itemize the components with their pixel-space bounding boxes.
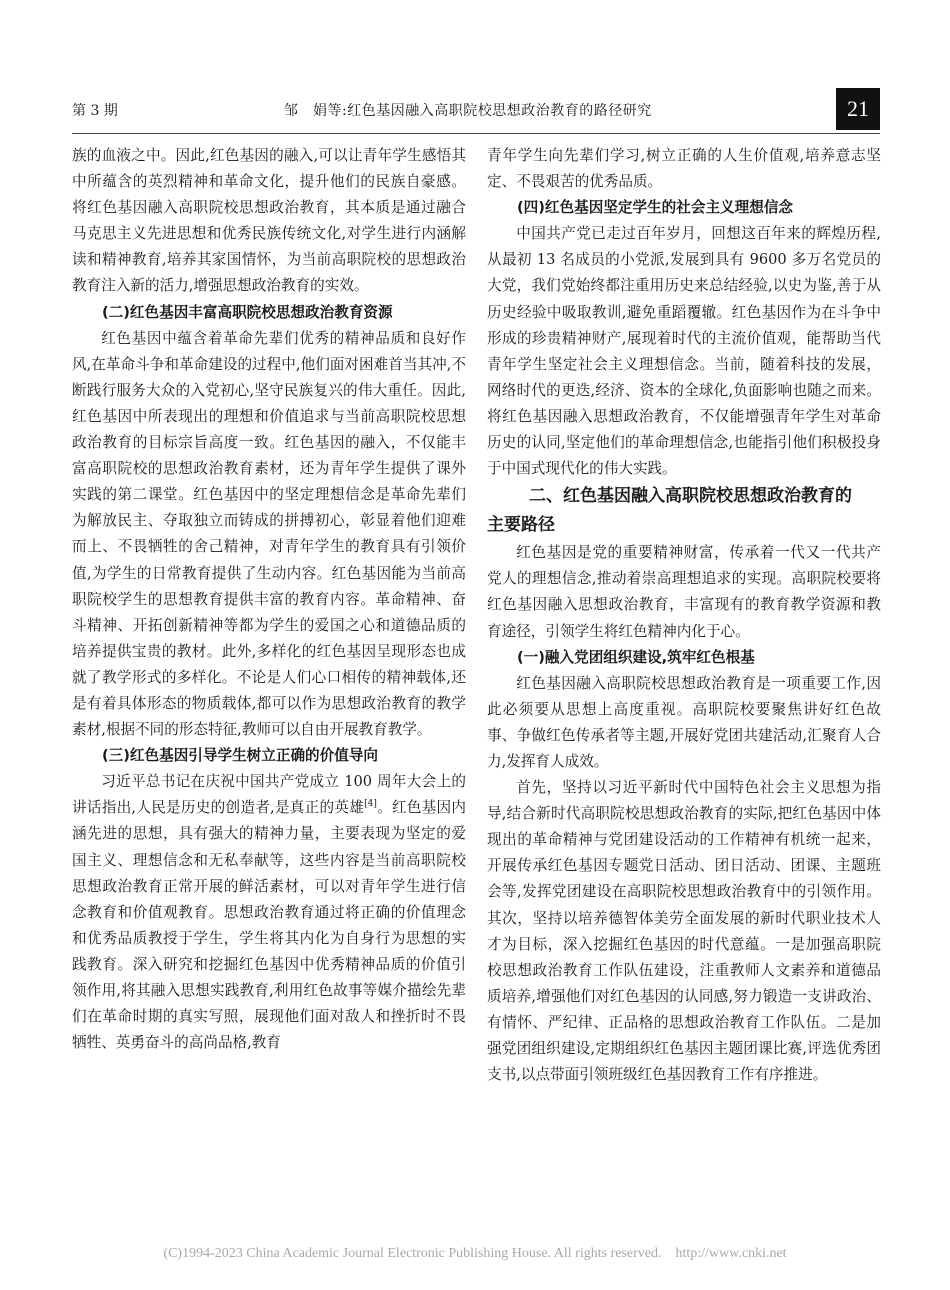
page-number: 21 — [836, 88, 880, 130]
paragraph: 红色基因是党的重要精神财富，传承着一代又一代共产党人的理想信念,推动着崇高理想追求的实现。高职院校要将红色基因融入思想政治教育，丰富现有的教育教学资源和教育途径，引领学生将红色精神内化于心。 — [487, 544, 881, 640]
paragraph: 中国共产党已走过百年岁月，回想这百年来的辉煌历程,从最初 13 名成员的小党派,发展到具有 9600 多万名党员的大党，我们党始终都注重用历史来总结经验,以史为鉴,善于从历史经验中吸取教训,避免重蹈覆辙。红色基因作为在斗争中形成的珍贵精神财产,展现着时代的主流价值观，能帮助当代青年学生坚定社会主义理想信念。当前，随着科技的发展，网络时代的更迭,经济、资本的全球化,负面影响也随之而来。将红色基因融入思想政治教育，不仅能增强青年学生对革命历史的认同,坚定他们的革命理想信念,也能指引他们积极投身于中国式现代化的伟大实践。 — [487, 225, 881, 478]
subsection-heading: (三)红色基因引导学生树立正确的价值导向 — [102, 747, 379, 765]
issue-number: 第 3 期 — [72, 103, 118, 119]
section-heading-line2: 主要路径 — [487, 515, 555, 536]
subsection-heading: (四)红色基因坚定学生的社会主义理想信念 — [517, 199, 794, 217]
paragraph: 首先，坚持以习近平新时代中国特色社会主义思想为指导,结合新时代高职院校思想政治教育的实际,把红色基因中体现出的革命精神与党团建设活动的工作精神有机统一起来，开展传承红色基因专题党日活动、团日活动、团课、主题班会等,发挥党团建设在高职院校思想政治教育中的引领作用。其次，坚持以培养德智体美劳全面发展的新时代职业技术人才为目标，深入挖掘红色基因的时代意蕴。一是加强高职院校思想政治教育工作队伍建设，注重教师人文素养和道德品质培养,增强他们对红色基因的认同感,努力锻造一支讲政治、有情怀、严纪律、正品格的思想政治教育工作队伍。二是加强党团组织建设,定期组织红色基因主题团课比赛,评选优秀团支书,以点带面引领班级红色基因教育工作有序推进。 — [487, 779, 881, 1084]
header-rule — [72, 133, 880, 134]
paragraph-text: 习近平总书记在庆祝中国共产党成立 100 周年大会上的讲话指出,人民是历史的创造者,是真正的英雄 — [72, 773, 466, 817]
paragraph: 青年学生向先辈们学习,树立正确的人生价值观,培养意志坚定、不畏艰苦的优秀品质。 — [487, 147, 881, 191]
subsection-heading: (一)融入党团组织建设,筑牢红色根基 — [517, 648, 755, 666]
section-heading-line1: 二、红色基因融入高职院校思想政治教育的 — [529, 486, 852, 507]
subsection-heading: (二)红色基因丰富高职院校思想政治教育资源 — [102, 303, 393, 321]
section-heading — [487, 482, 881, 540]
paragraph: 红色基因中蕴含着革命先辈们优秀的精神品质和良好作风,在革命斗争和革命建设的过程中,他们面对困难首当其冲,不断践行服务大众的入党初心,坚守民族复兴的伟大重任。因此,红色基因中所表现出的理想和价值追求与当前高职院校思想政治教育的目标宗旨高度一致。红色基因的融入，不仅能丰富高职院校的思想政治教育素材，还为青年学生提供了课外实践的第二课堂。红色基因中的坚定理想信念是革命先辈们为解放民主、夺取独立而铸成的拼搏初心，彰显着他们迎难而上、不畏牺牲的舍己精神，对青年学生的教育具有引领价值,为学生的日常教育提供了生动内容。红色基因能为当前高职院校学生的思想教育提供丰富的教育内容。革命精神、奋斗精神、开拓创新精神等都为学生的爱国之心和道德品质的培养提供宝贵的教材。此外,多样化的红色基因呈现形态也成就了教学形式的多样化。不论是人们心口相传的精神载体,还是有着具体形态的物质载体,都可以作为思想政治教育的教学素材,根据不同的形态特征,教师可以自由开展教育教学。 — [72, 329, 466, 739]
paragraph — [72, 769, 466, 1056]
paragraph-text: 。红色基因内涵先进的思想，具有强大的精神力量，主要表现为坚定的爱国主义、理想信念和无私奉献等，这些内容是当前高职院校思想政治教育正常开展的鲜活素材，可以对青年学生进行信念教育和价值观教育。思想政治教育通过将正确的价值理念和优秀品质教授于学生，学生将其内化为自身行为思想的实践教育。深入研究和挖掘红色基因中优秀精神品质的价值引领作用,将其融入思想实践教育,利用红色故事等媒介描绘先辈们在革命时期的真实写照，展现他们面对敌人和挫折时不畏牺牲、英勇奋斗的高尚品格,教育 — [72, 799, 466, 1052]
page-header — [72, 88, 880, 132]
running-title: 邹 娟等:红色基因融入高职院校思想政治教育的路径研究 — [284, 103, 652, 119]
copyright-watermark: (C)1994-2023 China Academic Journal Electronic Publishing House. All rights reserved. http://www.cnki.net — [163, 1246, 787, 1261]
citation-ref: [4] — [364, 799, 377, 810]
right-column — [487, 143, 881, 1088]
left-column — [72, 143, 466, 1056]
paragraph: 红色基因融入高职院校思想政治教育是一项重要工作,因此必须要从思想上高度重视。高职院校要聚焦讲好红色故事、争做红色传承者等主题,开展好党团共建活动,汇聚育人合力,发挥育人成效。 — [487, 674, 881, 770]
paragraph: 族的血液之中。因此,红色基因的融入,可以让青年学生感悟其中所蕴含的英烈精神和革命文化，提升他们的民族自豪感。将红色基因融入高职院校思想政治教育，其本质是通过融合马克思主义先进思想和优秀民族传统文化,对学生进行内涵解读和精神教育,培养其家国情怀，为当前高职院校的思想政治教育注入新的活力,增强思想政治教育的实效。 — [72, 147, 466, 295]
